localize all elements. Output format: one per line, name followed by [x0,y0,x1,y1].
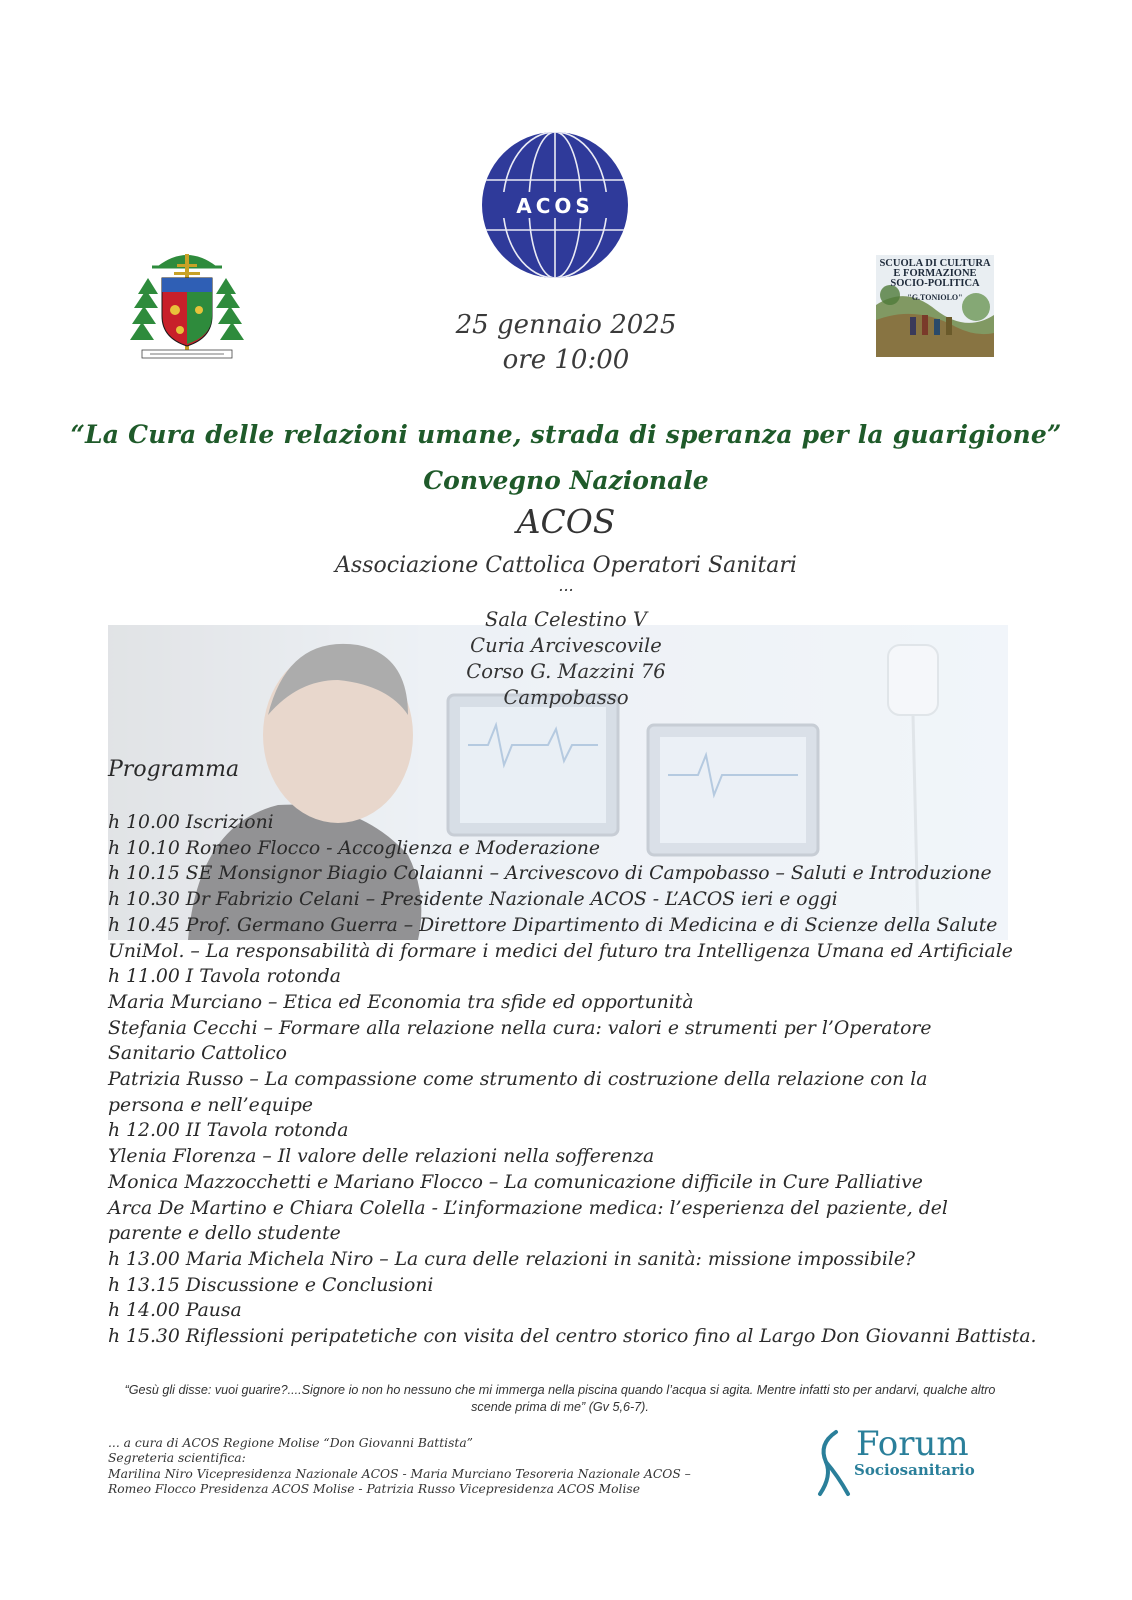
program-item: h 13.00 Maria Michela Niro – La cura delle relazioni in sanità: missione impossibile? [108,1248,916,1270]
event-time: ore 10:00 [502,345,630,375]
credits-line-4: Romeo Flocco Presidenza ACOS Molise - Patrizia Russo Vicepresidenza ACOS Molise [108,1481,640,1496]
program-item: Ylenia Florenza – Il valore delle relazioni nella sofferenza [108,1146,655,1168]
forum-ribbon-icon [812,1428,856,1498]
program-item: h 12.00 II Tavola rotonda [108,1120,349,1142]
program-item: h 15.30 Riflessioni peripatetiche con visita del centro storico fino al Largo Don Giovanni Battista. [108,1326,1037,1348]
credits-line-3: Marilina Niro Vicepresidenza Nazionale ACOS - Maria Murciano Tesoreria Nazionale ACOS – [108,1466,691,1481]
program-item: UniMol. – La responsabilità di formare i medici del futuro tra Intelligenza Umana ed Artificiale [108,940,1013,962]
program-item: Arca De Martino e Chiara Colella - L’informazione medica: l’esperienza del paziente, del parente e dello studente [108,1197,948,1245]
program-item: h 10.15 SE Monsignor Biagio Colaianni – Arcivescovo di Campobasso – Saluti e Introduzione [108,863,992,885]
ellipsis: ... [558,576,574,595]
gospel-quote: “Gesù gli disse: vuoi guarire?....Signore io non ho nessuno che mi immerga nella piscina quando l’acqua si agita. Mentre infatti sto per andarvi, qualche altro scende prima di me” (Gv 5,6-7). [124,1383,996,1414]
toniolo-line-3: SOCIO-POLITICA [890,278,980,289]
toniolo-line-1: SCUOLA DI CULTURA [879,258,991,269]
program-item: Maria Murciano – Etica ed Economia tra sfide ed opportunità [108,991,694,1013]
program-item: Monica Mazzocchetti e Mariano Flocco – La comunicazione difficile in Cure Palliative [108,1171,923,1193]
program-item: h 10.30 Dr Fabrizio Celani – Presidente Nazionale ACOS - L’ACOS ieri e oggi [108,889,838,911]
acos-logo-text: ACOS [516,194,594,218]
venue-line-4: Campobasso [503,686,629,709]
program-item: h 11.00 I Tavola rotonda [108,966,342,988]
venue-line-2: Curia Arcivescovile [470,634,662,657]
program-item: Stefania Cecchi – Formare alla relazione nella cura: valori e strumenti per l’Operatore Sanitario Cattolico [108,1017,932,1065]
program-item: h 10.00 Iscrizioni [108,812,274,833]
forum-sociosanitario-logo [812,1424,992,1498]
program-list [108,810,1037,1350]
event-title: “La Cura delle relazioni umane, strada di speranza per la guarigione” [70,420,1062,449]
venue-line-3: Corso G. Mazzini 76 [466,660,666,683]
program-heading: Programma [108,757,240,782]
credits [108,1436,788,1497]
event-subtitle: Convegno Nazionale [423,466,709,495]
org-acronym: ACOS [516,502,616,541]
program-item: h 10.10 Romeo Flocco - Accoglienza e Moderazione [108,837,600,859]
credits-line-2: Segreteria scientifica: [108,1451,246,1466]
org-name: Associazione Cattolica Operatori Sanitari [335,553,797,578]
toniolo-line-4: "G.TONIOLO" [907,293,963,302]
toniolo-school-logo [876,255,994,357]
acos-logo [480,130,630,280]
event-date: 25 gennaio 2025 [455,310,677,340]
toniolo-line-2: E FORMAZIONE [893,268,977,279]
program-item: h 13.15 Discussione e Conclusioni [108,1274,434,1296]
program-item: h 14.00 Pausa [108,1300,242,1322]
credits-line-1: ... a cura di ACOS Regione Molise “Don Giovanni Battista” [108,1436,473,1450]
program-item: Patrizia Russo – La compassione come strumento di costruzione della relazione con la persona e nell’equipe [108,1069,928,1116]
forum-word: Forum [856,1424,969,1464]
program-item: h 10.45 Prof. Germano Guerra – Direttore Dipartimento di Medicina e di Scienze della Salute [108,914,998,936]
venue-line-1: Sala Celestino V [485,608,647,631]
sociosanitario-word: Sociosanitario [854,1461,975,1479]
